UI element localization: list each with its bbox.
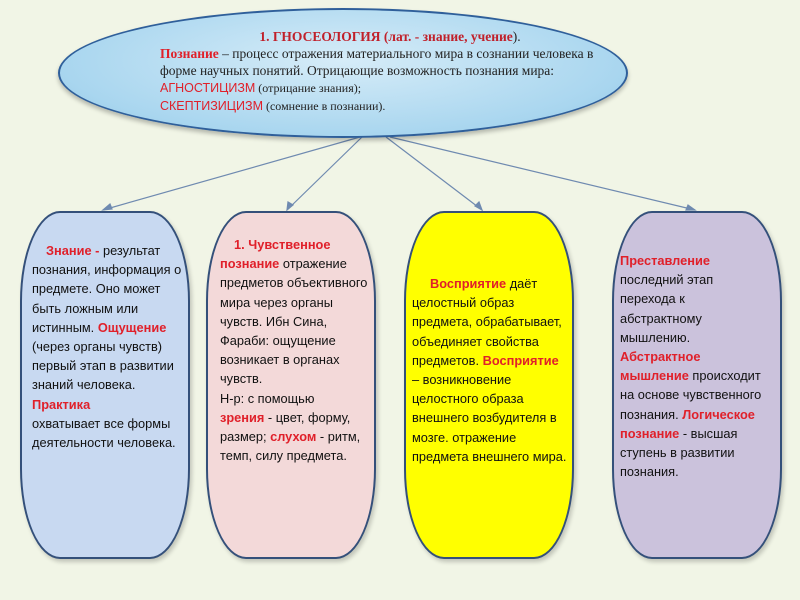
example-intro: Н-р: с помощью bbox=[220, 390, 315, 406]
term-agnosticism: АГНОСТИЦИЗМ bbox=[160, 81, 256, 95]
connector-line-4 bbox=[390, 137, 695, 210]
title-end: ). bbox=[512, 29, 521, 44]
connector-line-3 bbox=[386, 137, 482, 210]
box-knowledge bbox=[20, 211, 190, 559]
box-perception-text bbox=[412, 274, 568, 466]
skepticism-note: (сомнение в познании). bbox=[262, 99, 386, 113]
desc-slukh: - ритм, темп, силу предмета. bbox=[220, 429, 361, 464]
box-representation-text bbox=[620, 251, 770, 481]
connector-line-2 bbox=[287, 137, 362, 210]
title-text: 1. ГНОСЕОЛОГИЯ (лат. - знание, учение bbox=[259, 29, 513, 44]
arrow-head-4 bbox=[686, 205, 695, 210]
box-sensory bbox=[206, 211, 376, 559]
term-zrenie: зрения bbox=[220, 409, 265, 425]
box-knowledge-text bbox=[32, 241, 182, 452]
term-skepticism: СКЕПТИЗИЦИЗМ bbox=[160, 99, 263, 113]
definition-text: – процесс отражения материального мира в сознании человека в форме научных понятий. Отрицающие возможность познания мира: bbox=[160, 46, 594, 78]
desc-predstavlenie: последний этап перехода к абстрактному мышлению. bbox=[620, 272, 714, 345]
desc-oshchushchenie: (через органы чувств) первый этап в развитии знаний человека. bbox=[32, 339, 174, 393]
term-vospriyatie-2: Восприятие bbox=[482, 352, 559, 368]
top-ellipse-text bbox=[160, 28, 600, 115]
term-slukh: слухом bbox=[270, 429, 317, 445]
top-definition bbox=[160, 45, 600, 115]
desc-sensory-cognition: отражение предметов объективного мира через органы чувств. Ибн Сина, Фараби: ощущение возникает в органах чувств. bbox=[220, 256, 368, 387]
desc-vospriyatie-2: – возникновение целостного образа внешнего возбудителя в мозге. отражение предмета внешнего мира. bbox=[412, 372, 567, 464]
box-perception bbox=[404, 211, 574, 559]
desc-logical-cognition: - высшая ступень в развитии познания. bbox=[620, 425, 738, 480]
box-representation bbox=[612, 211, 782, 559]
term-logical-cognition: Логическое познание bbox=[620, 406, 755, 441]
term-predstavlenie: Преставление bbox=[620, 253, 710, 268]
arrow-head-3 bbox=[475, 202, 482, 210]
term-vospriyatie-1: Восприятие bbox=[430, 276, 507, 291]
desc-praktika: охватывает все формы деятельности человека. bbox=[32, 415, 176, 451]
desc-abstract-thinking: происходит на основе чувственного познания. bbox=[620, 368, 762, 422]
top-title bbox=[160, 28, 600, 45]
term-znanie: Знание - bbox=[46, 243, 103, 258]
connector-line-1 bbox=[103, 137, 360, 210]
term-abstract-thinking: Абстрактное мышление bbox=[620, 349, 701, 384]
box-sensory-text bbox=[220, 235, 370, 465]
term-praktika: Практика bbox=[32, 396, 91, 412]
term-poznanie: Познание bbox=[160, 46, 219, 61]
agnosticism-note: (отрицание знания); bbox=[255, 81, 362, 95]
desc-vospriyatie-1: даёт целостный образ предмета, обрабатывает, объединяет свойства предметов. bbox=[412, 276, 562, 368]
desc-znanie: результат познания, информация о предмете. Оно может быть ложным или истинным. bbox=[32, 243, 182, 335]
desc-zrenie: - цвет, форму, размер; bbox=[220, 409, 351, 445]
arrow-head-1 bbox=[103, 204, 112, 210]
arrow-head-2 bbox=[287, 202, 293, 210]
term-sensory-cognition: 1. Чувственное познание bbox=[220, 237, 331, 272]
term-oshchushchenie: Ощущение bbox=[97, 319, 167, 335]
